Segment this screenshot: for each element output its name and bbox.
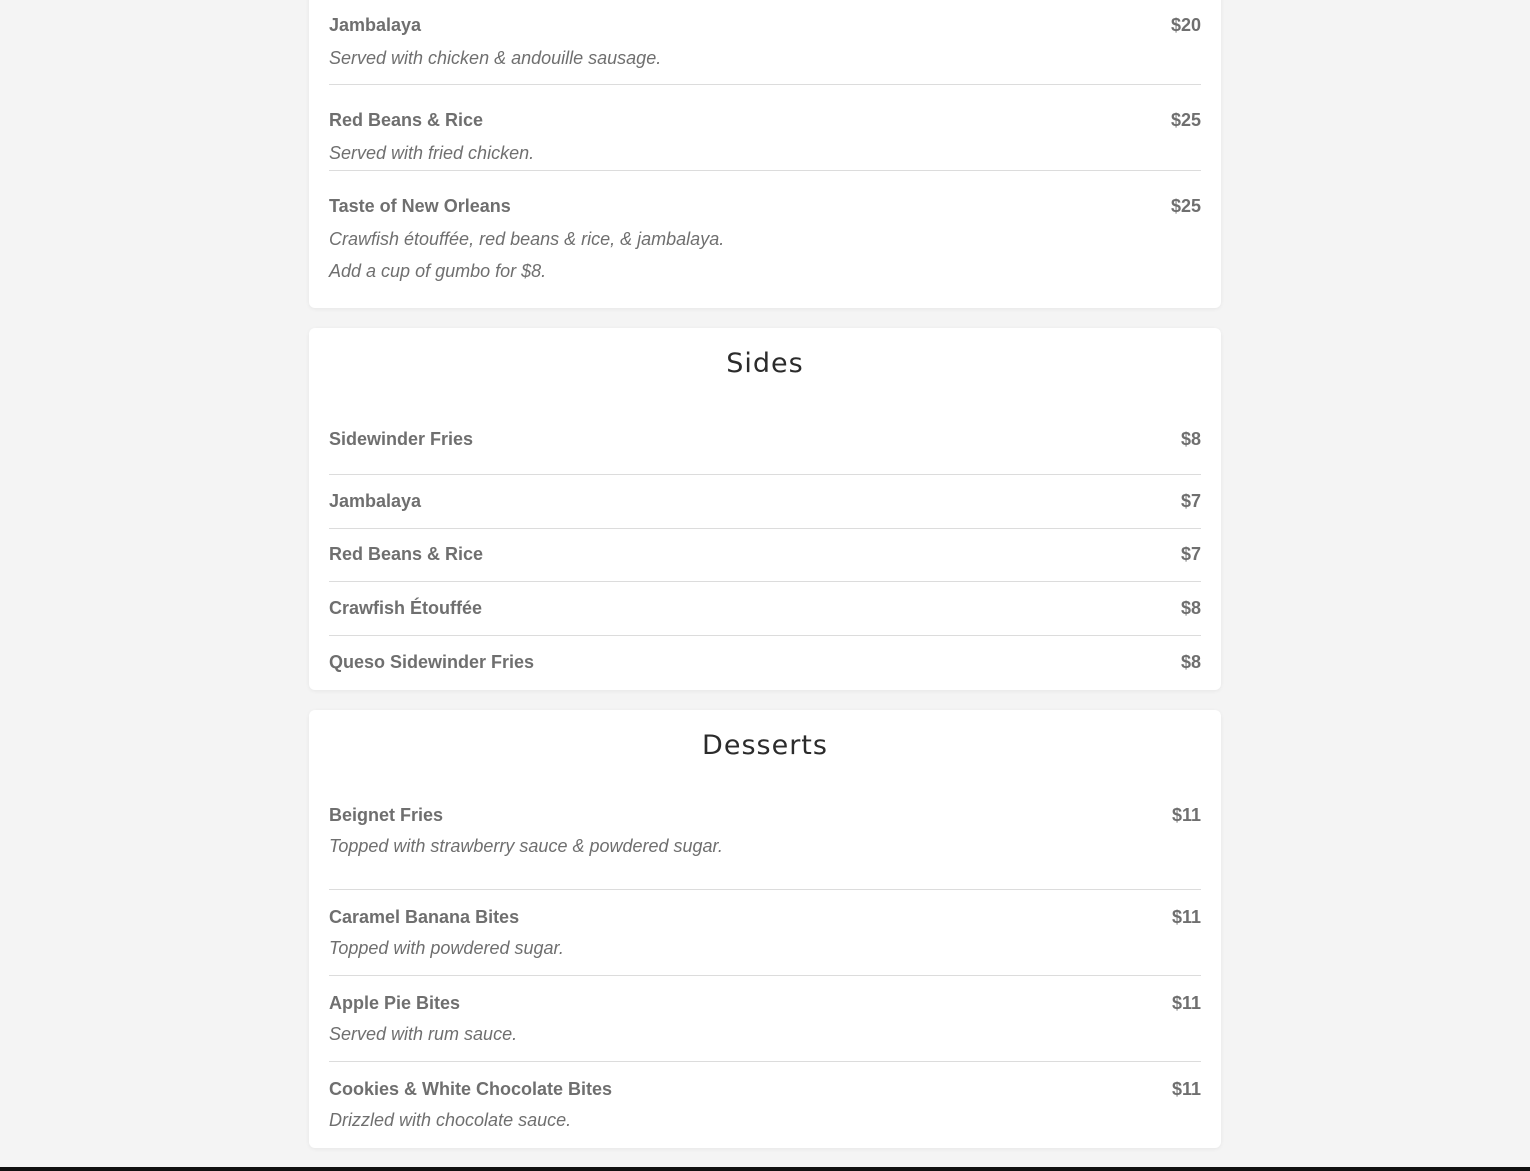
menu-item (329, 85, 1201, 171)
menu-item-description: Topped with strawberry sauce & powdered sugar. (329, 836, 723, 856)
menu-item-name: Jambalaya (329, 490, 422, 511)
menu-item-price: $11 (1171, 993, 1201, 1013)
footer-edge (0, 1167, 1530, 1171)
menu-item-price: $11 (1171, 907, 1201, 927)
menu-item-price: $25 (1170, 110, 1201, 130)
desserts-item-list (329, 778, 1201, 1148)
menu-item-price: $8 (1180, 597, 1201, 618)
menu-item-description: Served with rum sauce. (329, 1024, 518, 1044)
menu-item (329, 529, 1201, 583)
menu-item (329, 171, 1201, 287)
menu-item-price: $20 (1170, 15, 1201, 35)
menu-item-description: Drizzled with chocolate sauce. (329, 1110, 572, 1130)
menu-item (329, 890, 1201, 976)
menu-item-header (329, 598, 1201, 619)
menu-item-header (329, 429, 1201, 450)
menu-item-price: $7 (1180, 544, 1201, 565)
menu-item-name: Red Beans & Rice (329, 110, 484, 130)
menu-item-price: $7 (1180, 490, 1201, 511)
menu-item-header (329, 195, 1201, 217)
menu-item (329, 636, 1201, 690)
menu-item (329, 582, 1201, 636)
menu-item-name: Cookies & White Chocolate Bites (329, 1079, 613, 1099)
menu-item-description: Topped with powdered sugar. (329, 938, 564, 958)
mains-menu-card (309, 0, 1221, 308)
menu-item-header (329, 992, 1201, 1014)
menu-item (329, 804, 1201, 890)
menu-item-description: Served with fried chicken. (329, 143, 535, 163)
menu-item-header (329, 804, 1201, 826)
menu-item-header (329, 1078, 1201, 1100)
menu-item (329, 419, 1201, 475)
menu-item-name: Jambalaya (329, 15, 422, 35)
section-title: Desserts (702, 730, 828, 761)
sides-menu-card (309, 328, 1221, 690)
menu-item-header (329, 109, 1201, 131)
menu-item-name: Caramel Banana Bites (329, 907, 520, 927)
menu-item-price: $8 (1180, 429, 1201, 449)
menu-item-name: Sidewinder Fries (329, 429, 474, 449)
menu-item-name: Beignet Fries (329, 805, 444, 825)
menu-item-price: $25 (1170, 196, 1201, 216)
menu-item-name: Queso Sidewinder Fries (329, 651, 535, 672)
menu-item-description: Crawfish étouffée, red beans & rice, & jambalaya. (329, 229, 725, 249)
menu-item-price: $8 (1180, 651, 1201, 672)
menu-item-price: $11 (1171, 805, 1201, 825)
menu-item-header (329, 14, 1201, 36)
menu-item-header (329, 906, 1201, 928)
menu-item-name: Crawfish Étouffée (329, 597, 483, 618)
menu-item-addon-note: Add a cup of gumbo for $8. (329, 261, 547, 281)
menu-item (329, 0, 1201, 85)
mains-item-list (329, 0, 1201, 287)
menu-item-name: Red Beans & Rice (329, 544, 484, 565)
menu-item-header (329, 652, 1201, 673)
menu-item (329, 976, 1201, 1062)
menu-item-price: $11 (1171, 1079, 1201, 1099)
menu-item-name: Apple Pie Bites (329, 993, 461, 1013)
menu-item-header (329, 544, 1201, 565)
section-title: Sides (726, 348, 804, 379)
sides-item-list (329, 396, 1201, 689)
menu-item-header (329, 491, 1201, 512)
menu-item (329, 1062, 1201, 1148)
menu-item (329, 475, 1201, 529)
desserts-menu-card (309, 710, 1221, 1148)
menu-item-name: Taste of New Orleans (329, 196, 511, 216)
menu-item-description: Served with chicken & andouille sausage. (329, 48, 662, 68)
